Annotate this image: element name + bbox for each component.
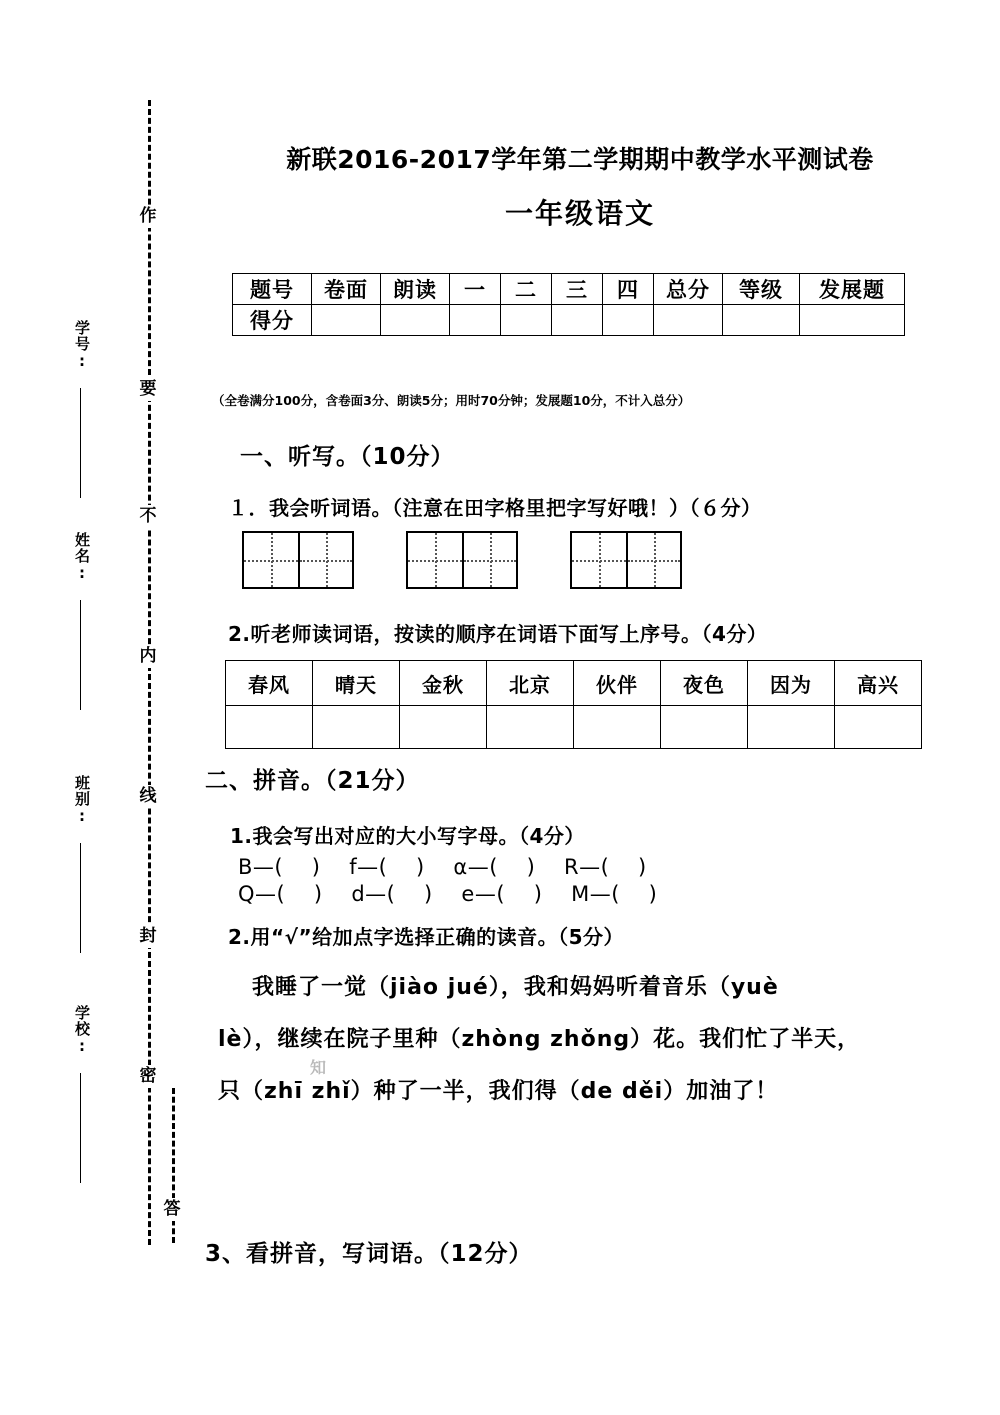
score-col-header-6: 总分 bbox=[654, 274, 723, 305]
score-cell-5[interactable] bbox=[603, 305, 654, 336]
tianzige-cell[interactable] bbox=[298, 533, 352, 587]
question-1-1-text: １．我会听词语。（注意在田字格里把字写好哦！）（６分） bbox=[228, 496, 762, 520]
page-title: 新联2016-2017学年第二学期期中教学水平测试卷 bbox=[286, 145, 874, 174]
tianzige-cell[interactable] bbox=[626, 533, 680, 587]
tianzige-cell[interactable] bbox=[462, 533, 516, 587]
score-col-header-7: 等级 bbox=[723, 274, 800, 305]
score-table-header-row bbox=[233, 274, 905, 305]
score-col-header-5: 四 bbox=[603, 274, 654, 305]
word-cell-6: 因为 bbox=[748, 661, 835, 706]
seal-char-answer: 答 bbox=[161, 1198, 183, 1221]
score-table-row-label-0: 题号 bbox=[233, 274, 312, 305]
answer-cell-6[interactable] bbox=[748, 706, 835, 749]
question-2-2-text: 2.用“√”给加点字选择正确的读音。（5分） bbox=[228, 925, 625, 949]
answer-cell-2[interactable] bbox=[400, 706, 487, 749]
score-cell-0[interactable] bbox=[312, 305, 381, 336]
score-cell-2[interactable] bbox=[450, 305, 501, 336]
paper-body bbox=[200, 0, 1000, 1415]
field-label-student-id: 学号: bbox=[73, 320, 91, 371]
letter-pairs-row-2[interactable]: Q—( ) d—( ) e—( ) M—( ) bbox=[238, 882, 658, 906]
score-cell-6[interactable] bbox=[654, 305, 723, 336]
answer-cell-0[interactable] bbox=[226, 706, 313, 749]
tianzige-group-1[interactable] bbox=[242, 531, 354, 589]
score-table-row-label-1: 得分 bbox=[233, 305, 312, 336]
score-cell-7[interactable] bbox=[723, 305, 800, 336]
score-cell-3[interactable] bbox=[501, 305, 552, 336]
field-label-school: 学校: bbox=[73, 1005, 91, 1056]
score-col-header-0: 卷面 bbox=[312, 274, 381, 305]
word-cell-5: 夜色 bbox=[661, 661, 748, 706]
tianzige-cell[interactable] bbox=[244, 533, 298, 587]
answer-cell-4[interactable] bbox=[574, 706, 661, 749]
letter-pairs-row-1[interactable]: B—( ) f—( ) α—( ) R—( ) bbox=[238, 855, 647, 879]
word-cell-7: 高兴 bbox=[835, 661, 922, 706]
seal-char-5: 封 bbox=[137, 925, 159, 948]
word-cell-2: 金秋 bbox=[400, 661, 487, 706]
section-heading-2: 二、拼音。（21分） bbox=[205, 768, 420, 794]
seal-char-4: 线 bbox=[137, 785, 159, 808]
seal-char-2: 不 bbox=[137, 505, 159, 528]
word-table-answer-row bbox=[226, 706, 922, 749]
question-2-3-text: 3、看拼音，写词语。（12分） bbox=[205, 1241, 533, 1267]
score-col-header-1: 朗读 bbox=[381, 274, 450, 305]
field-rule-class bbox=[80, 843, 81, 953]
score-col-header-4: 三 bbox=[552, 274, 603, 305]
page-subtitle: 一年级语文 bbox=[504, 197, 655, 230]
seal-char-3: 内 bbox=[137, 645, 159, 668]
tianzige-group-2[interactable] bbox=[406, 531, 518, 589]
answer-cell-5[interactable] bbox=[661, 706, 748, 749]
pinyin-sentence-line-1[interactable]: 我睡了一觉（jiào jué），我和妈妈听着音乐（yuè bbox=[252, 975, 779, 1000]
pinyin-sentence-line-3[interactable]: 只（zhī zhǐ）种了一半，我们得（de děi）加油了！ bbox=[218, 1079, 779, 1104]
word-cell-0: 春风 bbox=[226, 661, 313, 706]
score-table-value-row bbox=[233, 305, 905, 336]
seal-char-0: 作 bbox=[137, 205, 159, 228]
word-table-words-row bbox=[226, 661, 922, 706]
word-cell-4: 伙伴 bbox=[574, 661, 661, 706]
section-heading-1: 一、听写。（10分） bbox=[240, 444, 455, 470]
answer-cell-1[interactable] bbox=[313, 706, 400, 749]
tianzige-group-3[interactable] bbox=[570, 531, 682, 589]
word-cell-3: 北京 bbox=[487, 661, 574, 706]
watermark-text: 知 bbox=[310, 1058, 327, 1077]
pinyin-sentence-line-2[interactable]: lè），继续在院子里种（zhòng zhǒng）花。我们忙了半天， bbox=[218, 1027, 861, 1052]
score-cell-4[interactable] bbox=[552, 305, 603, 336]
field-rule-name bbox=[80, 600, 81, 710]
score-cell-8[interactable] bbox=[800, 305, 905, 336]
word-cell-1: 晴天 bbox=[313, 661, 400, 706]
question-2-1-text: 1.我会写出对应的大小写字母。（4分） bbox=[230, 824, 585, 848]
score-col-header-8: 发展题 bbox=[800, 274, 905, 305]
seal-char-1: 要 bbox=[137, 378, 159, 401]
score-table bbox=[232, 273, 905, 336]
seal-char-6: 密 bbox=[137, 1065, 159, 1088]
question-1-2-text: 2.听老师读词语，按读的顺序在词语下面写上序号。（4分） bbox=[228, 622, 768, 646]
field-label-class: 班别: bbox=[73, 775, 91, 826]
seal-margin bbox=[0, 0, 200, 1415]
exam-instructions-note: （全卷满分100分，含卷面3分、朗读5分；用时70分钟；发展题10分，不计入总分） bbox=[212, 393, 691, 408]
tianzige-cell[interactable] bbox=[572, 533, 626, 587]
answer-cell-7[interactable] bbox=[835, 706, 922, 749]
score-cell-1[interactable] bbox=[381, 305, 450, 336]
score-col-header-2: 一 bbox=[450, 274, 501, 305]
tianzige-cell[interactable] bbox=[408, 533, 462, 587]
answer-cell-3[interactable] bbox=[487, 706, 574, 749]
word-order-table bbox=[225, 660, 922, 749]
field-label-name: 姓名: bbox=[73, 532, 91, 583]
score-col-header-3: 二 bbox=[501, 274, 552, 305]
field-rule-student-id bbox=[80, 388, 81, 498]
field-rule-school bbox=[80, 1073, 81, 1183]
